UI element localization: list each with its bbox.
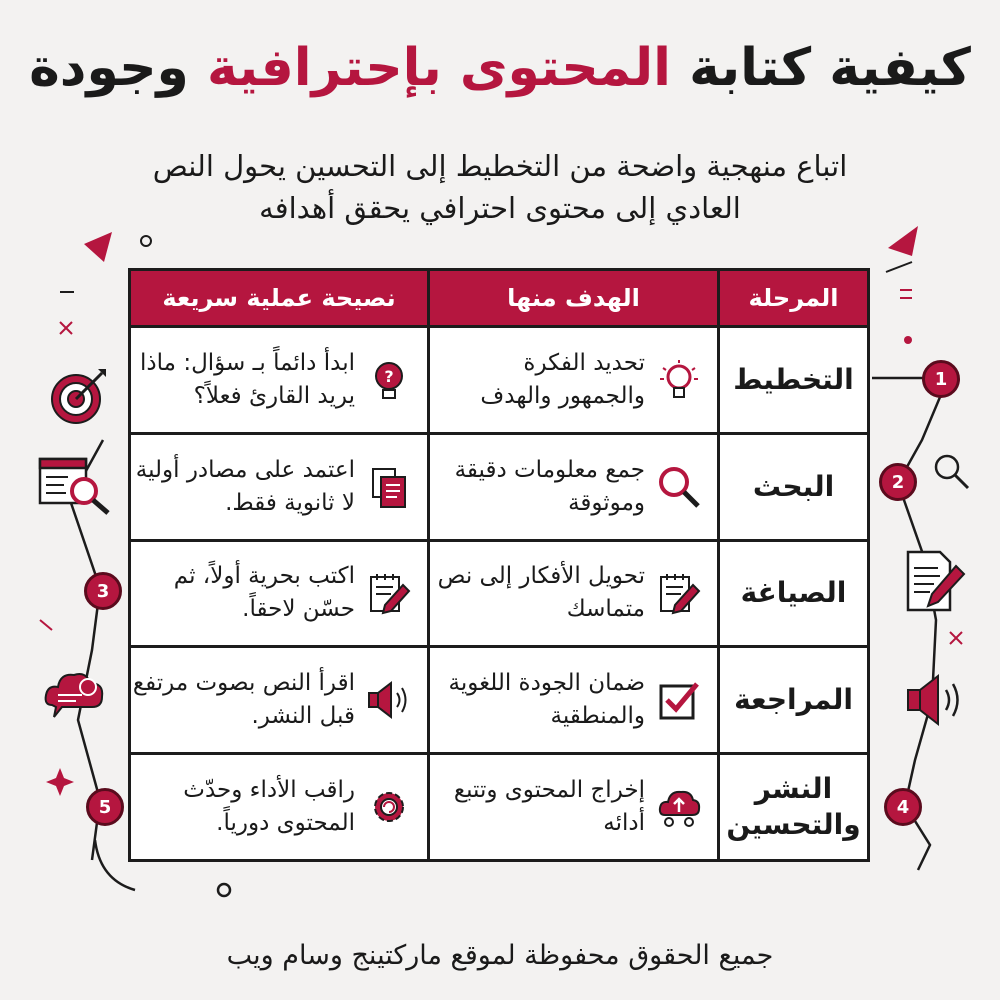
gear-refresh-icon — [367, 785, 411, 829]
goal-text: إخراج المحتوى وتتبع أدائه — [453, 777, 645, 837]
magnifier-icon — [657, 465, 701, 509]
cloud-upload-gears-icon — [657, 785, 701, 829]
process-table — [128, 268, 870, 862]
checkbox-icon — [657, 678, 701, 722]
tip-cell — [131, 752, 427, 859]
tip-text: ابدأ دائماً بـ سؤال: ماذا يريد القارئ فعلاً؟ — [140, 349, 355, 409]
tip-text: اعتمد على مصادر أولية لا ثانوية فقط. — [135, 456, 355, 516]
speaker-icon — [367, 678, 411, 722]
svg-text:?: ? — [384, 366, 394, 386]
chat-cloud-icon — [42, 665, 108, 727]
notepad-pencil-icon — [657, 571, 701, 615]
header-goal: الهدف منها — [427, 271, 717, 325]
lightbulb-icon — [657, 358, 701, 402]
notepad-pencil-icon — [367, 571, 411, 615]
tip-cell — [131, 325, 427, 432]
document-pen-icon — [904, 548, 968, 614]
stage-cell: المراجعة — [717, 645, 867, 752]
footer-copyright: جميع الحقوق محفوظة لموقع ماركتينج وسام ويب — [226, 940, 774, 971]
tip-cell — [131, 645, 427, 752]
tip-cell — [131, 539, 427, 646]
magnifier-icon — [930, 450, 974, 494]
goal-cell — [427, 432, 717, 539]
tip-cell — [131, 432, 427, 539]
tip-text: اقرأ النص بصوت مرتفع قبل النشر. — [132, 670, 355, 730]
step-number-1: 1 — [922, 360, 960, 398]
stage-cell: الصياغة — [717, 539, 867, 646]
goal-cell — [427, 539, 717, 646]
stage-cell: التخطيط — [717, 325, 867, 432]
goal-cell — [427, 645, 717, 752]
title-accent: المحتوى بإحترافية — [206, 38, 671, 98]
speaker-icon — [904, 672, 968, 728]
title-part1: كيفية كتابة — [689, 38, 971, 98]
step-number-2: 2 — [879, 463, 917, 501]
stage-cell: البحث — [717, 432, 867, 539]
triangle-shape — [84, 232, 112, 262]
title-part2: وجودة — [29, 38, 189, 98]
goal-text: ضمان الجودة اللغوية والمنطقية — [448, 670, 645, 730]
goal-text: تحديد الفكرة والجمهور والهدف — [480, 349, 645, 409]
question-bulb-icon — [367, 358, 411, 402]
step-number-3: 3 — [84, 572, 122, 610]
subtitle-line2: العادي إلى محتوى احترافي يحقق أهدافه — [259, 191, 741, 225]
triangle-shape — [888, 226, 918, 256]
goal-text: جمع معلومات دقيقة وموثوقة — [454, 456, 645, 516]
step-number-4: 4 — [884, 788, 922, 826]
step-number-5: 5 — [86, 788, 124, 826]
stage-cell: النشر والتحسين — [717, 752, 867, 859]
header-tip: نصيحة عملية سريعة — [131, 271, 427, 325]
documents-icon — [367, 465, 411, 509]
goal-cell — [427, 752, 717, 859]
browser-search-icon — [38, 455, 112, 517]
target-icon — [48, 365, 110, 427]
goal-text: تحويل الأفكار إلى نص متماسك — [437, 563, 645, 623]
tip-text: اكتب بحرية أولاً، ثم حسّن لاحقاً. — [173, 563, 355, 623]
goal-cell — [427, 325, 717, 432]
tip-text: راقب الأداء وحدّث المحتوى دورياً. — [183, 777, 355, 837]
header-stage: المرحلة — [717, 271, 867, 325]
subtitle-line1: اتباع منهجية واضحة من التخطيط إلى التحسين يحول النص — [152, 149, 848, 183]
